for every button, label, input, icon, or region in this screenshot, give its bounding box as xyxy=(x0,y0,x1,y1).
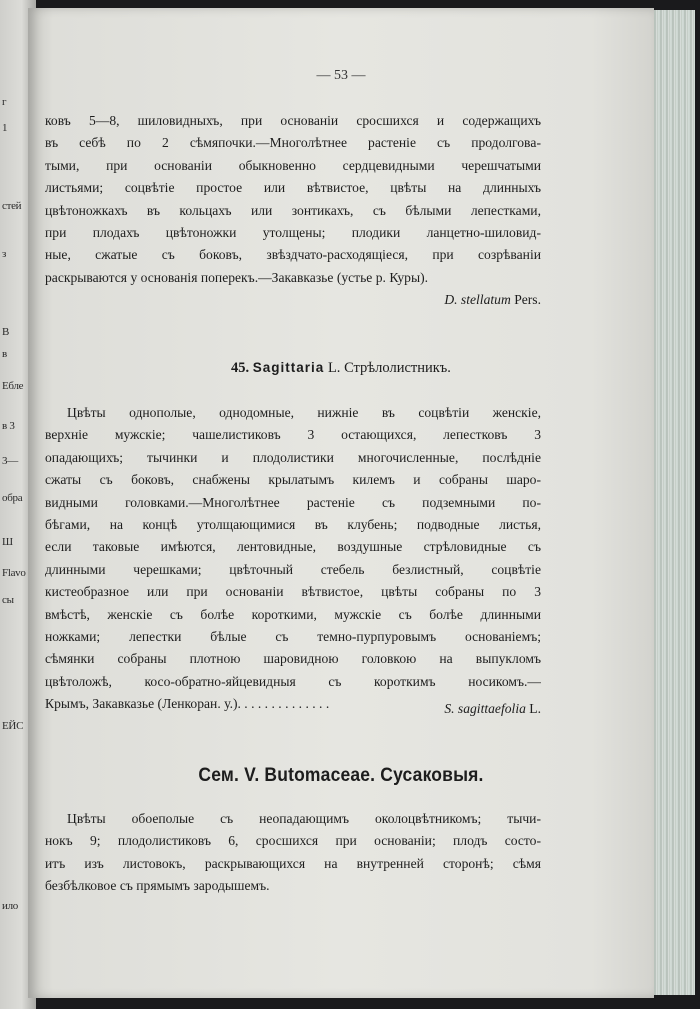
left-page-fragment: ЕЙС xyxy=(2,720,24,732)
page-edges xyxy=(650,10,695,995)
page-number: — 53 — xyxy=(316,68,366,83)
text-line: ножками; лепестки бѣлые съ темно-пурпуровымъ основаніемъ; xyxy=(45,628,541,644)
left-page-fragment: Ш xyxy=(2,536,13,548)
text-line: при плодахъ цвѣтоножки утолщены; плодики ланцетно-шиловид- xyxy=(45,224,541,240)
text-line: Крымъ, Закавказье (Ленкоран. у.). . . . . . . . . . . . . . xyxy=(45,696,330,712)
book-page xyxy=(28,8,654,998)
species-2-name: S. sagittaefolia xyxy=(444,701,526,716)
text-line: цвѣтоложѣ, косо-обратно-яйцевидныя съ короткимъ носикомъ.— xyxy=(45,673,541,689)
text-line: ные, сжатые съ боковъ, звѣздчато-расходящіеся, при созрѣваніи xyxy=(45,247,541,263)
genus-heading xyxy=(28,360,654,377)
species-2 xyxy=(45,698,541,720)
text-line: нокъ 9; плодолистиковъ 6, сросшихся при основаніи; плодъ состо- xyxy=(45,833,541,849)
genus-latin: Sagittaria xyxy=(252,360,325,375)
text-line: въ себѣ по 2 сѣмяпочки.—Многолѣтнее растеніе съ продолговa- xyxy=(45,135,541,151)
left-page-fragment: сы xyxy=(2,594,14,606)
left-page-fragment: обра xyxy=(2,492,23,504)
left-page-fragment: Ебле xyxy=(2,380,24,392)
text-line: ковъ 5—8, шиловидныхъ, при основаніи сросшихся и содержащихъ xyxy=(45,113,541,128)
text-line: видными головками.—Многолѣтнее растеніе съ подземными по- xyxy=(45,494,541,510)
left-page-fragment: з xyxy=(2,248,7,260)
text-line: сѣмянки собраны плотною шаровидною головкою на выпукломъ xyxy=(45,651,541,667)
left-page-fragment: ило xyxy=(2,900,18,912)
text-line: тыми, при основаніи обыкновенно сердцевидными черешчатыми xyxy=(45,157,541,173)
left-page-fragment: г xyxy=(2,96,7,108)
text-line: цвѣтоножкахъ въ кольцахъ или зонтикахъ, съ бѣлыми лепестками, xyxy=(45,202,541,218)
text-line: вмѣстѣ, женскіе съ болѣе короткими, мужскіе съ болѣе длинными xyxy=(45,606,541,622)
genus-author: L. xyxy=(327,360,341,376)
left-page-fragment: в 3 xyxy=(2,420,15,432)
text-line: если таковые имѣются, лентовидные, воздушные стрѣловидные съ xyxy=(45,539,541,555)
paragraph-2 xyxy=(45,402,541,715)
text-line: раскрываются у основанія поперекъ.—Закавказье (устье р. Куры). xyxy=(45,269,429,285)
text-line: верхніе мужскіе; чашелистиковъ 3 остающихся, лепестковъ 3 xyxy=(45,427,541,443)
left-page-fragment: В xyxy=(2,326,10,338)
text-line: безбѣлковое съ прямымъ зародышемъ. xyxy=(45,878,270,894)
text-line: бѣгами, на концѣ утолщающимися въ клубень; подводные листья, xyxy=(45,516,541,532)
text-line: сжаты съ боковъ, снабжены крылатымъ килемъ и собраны шаро- xyxy=(45,472,541,488)
left-page-fragment: Flavo xyxy=(2,567,26,579)
text-line: Цвѣты обоеполые съ неопадающимъ околоцвѣтникомъ; тычи- xyxy=(67,811,541,826)
left-page-fragment: стей xyxy=(2,200,22,212)
text-line: опадающихъ; тычинки и плодолистики многочисленные, послѣдніе xyxy=(45,449,541,465)
species-1-name: D. stellatum xyxy=(444,292,511,307)
text-line: итъ изъ листовокъ, раскрывающихся на внутренней сторонѣ; сѣмя xyxy=(45,855,541,871)
text-line: Цвѣты однополые, однодомные, нижніе въ соцвѣтіи женскіе, xyxy=(67,405,541,420)
text-line: кистеобразное или при основаніи вѣтвистое, цвѣты собраны по 3 xyxy=(45,584,541,600)
left-page-fragment: 1 xyxy=(2,122,8,134)
text-line: листьями; соцвѣтіе простое или вѣтвистое, цвѣты на длинныхъ xyxy=(45,180,541,196)
genus-number: 45. xyxy=(231,360,250,376)
genus-russian: Стрѣлолистникъ. xyxy=(344,360,451,376)
species-1 xyxy=(45,289,541,311)
family-heading: Сем. V. Butomaceae. Сусаковыя. xyxy=(198,765,484,786)
left-page-fragment: 3— xyxy=(2,455,18,467)
left-page-fragment: в xyxy=(2,348,7,360)
paragraph-1 xyxy=(45,110,541,289)
paragraph-3 xyxy=(45,808,541,898)
text-line: длинными черешками; цвѣточный стебель безлистный, соцвѣтіе xyxy=(45,561,541,577)
species-1-author: Pers. xyxy=(514,292,541,307)
species-2-author: L. xyxy=(529,701,541,716)
